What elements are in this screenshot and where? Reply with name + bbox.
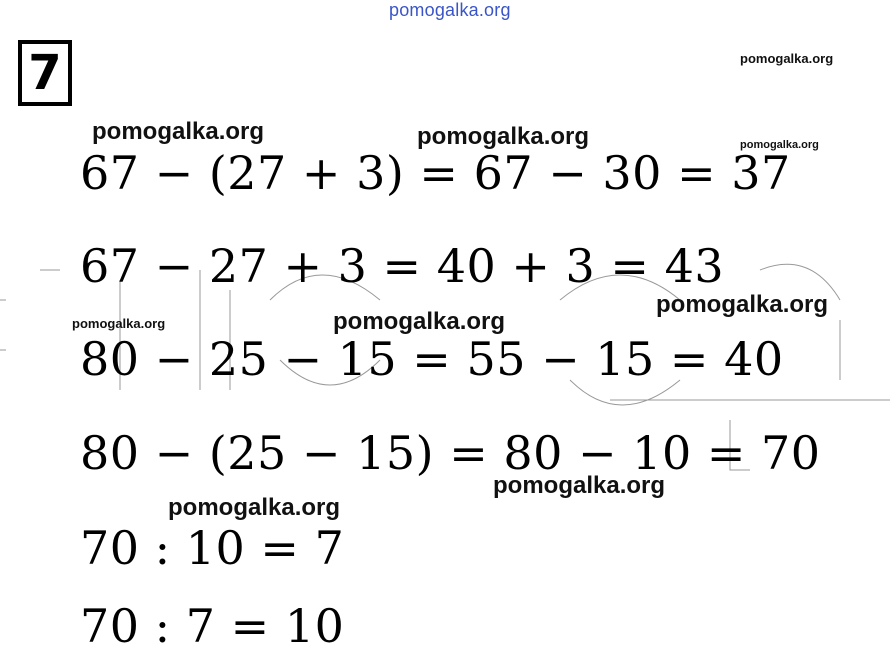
task-number-badge: 7 [18,40,72,106]
equation-5: 70 : 10 = 7 [80,521,345,575]
watermark-text: pomogalka.org [417,123,590,150]
equation-3: 80 − 25 − 15 = 55 − 15 = 40 [80,332,784,386]
watermark-text: pomogalka.org [740,51,834,66]
watermark-top[interactable]: pomogalka.org [389,0,511,20]
equation-2: 67 − 27 + 3 = 40 + 3 = 43 [80,239,725,293]
watermark-text: pomogalka.org [740,139,819,151]
equation-4: 80 − (25 − 15) = 80 − 10 = 70 [80,426,821,480]
watermark-text: pomogalka.org [333,308,506,335]
watermark-text: pomogalka.org [656,291,829,318]
watermark-text: pomogalka.org [168,494,341,521]
watermark-text: pomogalka.org [72,316,166,331]
watermark-text: pomogalka.org [493,472,666,499]
equation-6: 70 : 7 = 10 [80,599,345,653]
watermark-text: pomogalka.org [92,118,265,145]
equation-1: 67 − (27 + 3) = 67 − 30 = 37 [80,146,791,200]
